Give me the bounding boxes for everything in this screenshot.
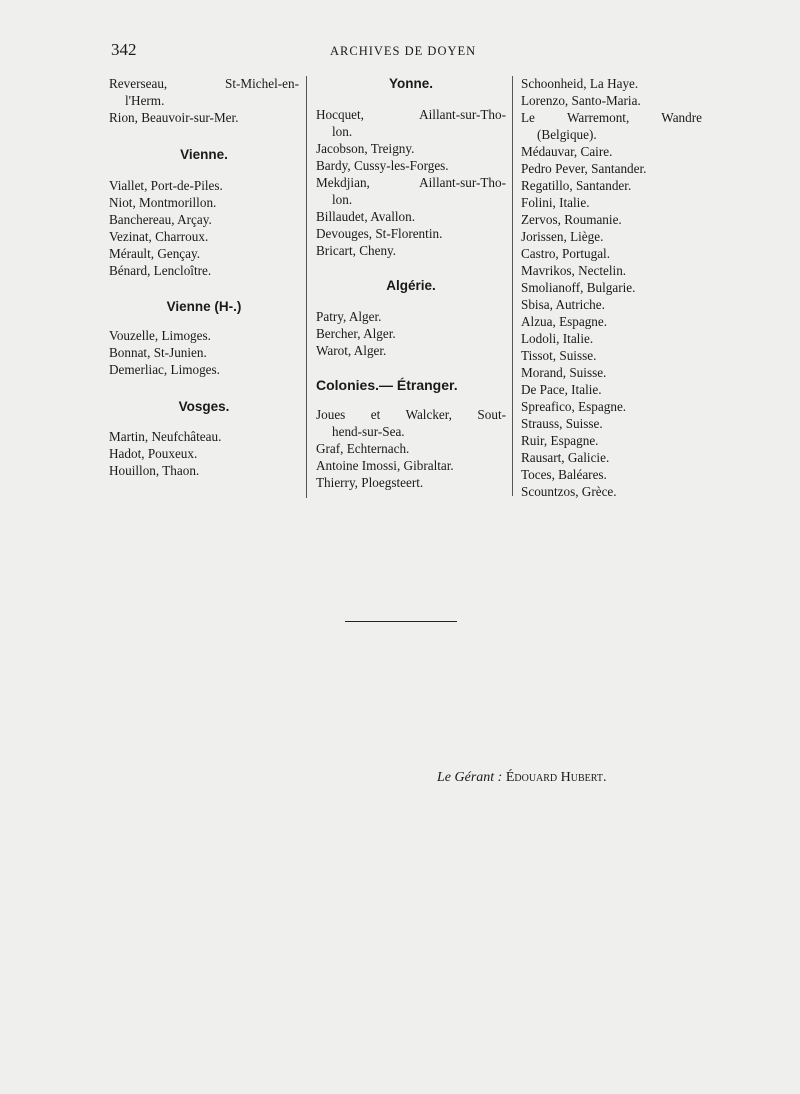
list-item: hend-sur-Sea. — [332, 424, 405, 439]
list-item: Rausart, Galicie. — [521, 450, 610, 465]
list-item: Martin, Neufchâteau. — [109, 429, 222, 444]
list-item: (Belgique). — [537, 127, 597, 142]
list-item: lon. — [332, 124, 353, 139]
signature-line — [437, 770, 606, 786]
column-divider-2 — [512, 76, 513, 496]
list-item: Smolianoff, Bulgarie. — [521, 280, 636, 295]
list-item: Jacobson, Treigny. — [316, 141, 415, 156]
list-item: Spreafico, Espagne. — [521, 399, 627, 414]
list-item: Banchereau, Arçay. — [109, 212, 212, 227]
section-heading-colonies-etranger: Colonies.— Étranger. — [316, 377, 458, 393]
list-item: Graf, Echternach. — [316, 441, 410, 456]
list-item: Tissot, Suisse. — [521, 348, 597, 363]
list-item: Zervos, Roumanie. — [521, 212, 622, 227]
list-item: Niot, Montmorillon. — [109, 195, 217, 210]
list-item: Toces, Baléares. — [521, 467, 607, 482]
list-item: Mekdjian, Aillant-sur-Tho- — [316, 175, 506, 190]
list-item: Bercher, Alger. — [316, 326, 396, 341]
list-item: Vouzelle, Limoges. — [109, 328, 211, 343]
list-item: Hadot, Pouxeux. — [109, 446, 198, 461]
list-item: Strauss, Suisse. — [521, 416, 603, 431]
section-heading-yonne: Yonne. — [388, 76, 433, 91]
list-item: Vezinat, Charroux. — [109, 229, 209, 244]
column-3 — [521, 75, 711, 500]
list-item: Thierry, Ploegsteert. — [316, 475, 424, 490]
list-item: Lodoli, Italie. — [521, 331, 594, 346]
list-item: Regatillo, Santander. — [521, 178, 632, 193]
list-item: Folini, Italie. — [521, 195, 590, 210]
list-item: Antoine Imossi, Gibraltar. — [316, 458, 454, 473]
list-item: De Pace, Italie. — [521, 382, 602, 397]
list-item: Schoonheid, La Haye. — [521, 76, 639, 91]
list-item: Jorissen, Liège. — [521, 229, 604, 244]
list-item: Morand, Suisse. — [521, 365, 607, 380]
list-item: Devouges, St-Florentin. — [316, 226, 443, 241]
page-number: 342 — [111, 40, 137, 59]
list-item: Sbisa, Autriche. — [521, 297, 605, 312]
list-item: Reverseau, St-Michel-en- — [109, 76, 299, 91]
column-divider-1 — [306, 76, 307, 498]
list-item: Médauvar, Caire. — [521, 144, 613, 159]
column-2 — [316, 75, 506, 491]
list-item: Scountzos, Grèce. — [521, 484, 617, 499]
list-item: Lorenzo, Santo-Maria. — [521, 93, 641, 108]
list-item: Joues et Walcker, Sout- — [316, 407, 506, 422]
signature-label: Le Gérant : — [437, 770, 503, 785]
list-item: Mavrikos, Nectelin. — [521, 263, 627, 278]
section-heading-haute-vienne: Vienne (H-.) — [166, 299, 242, 314]
list-item: Bricart, Cheny. — [316, 243, 397, 258]
section-heading-algerie: Algérie. — [386, 278, 436, 293]
list-item: Le Warremont, Wandre — [521, 110, 702, 125]
list-item: Billaudet, Avallon. — [316, 209, 416, 224]
list-item: Castro, Portugal. — [521, 246, 611, 261]
list-item: lon. — [332, 192, 353, 207]
list-item: l'Herm. — [125, 93, 165, 108]
list-item: Pedro Pever, Santander. — [521, 161, 647, 176]
list-item: Houillon, Thaon. — [109, 463, 200, 478]
section-divider — [345, 621, 457, 622]
list-item: Demerliac, Limoges. — [109, 362, 220, 377]
column-1 — [109, 75, 299, 479]
list-item: Alzua, Espagne. — [521, 314, 608, 329]
section-heading-vosges: Vosges. — [178, 399, 230, 414]
list-item: Bénard, Lencloître. — [109, 263, 212, 278]
list-item: Ruir, Espagne. — [521, 433, 599, 448]
list-item: Patry, Alger. — [316, 309, 382, 324]
list-item: Hocquet, Aillant-sur-Tho- — [316, 107, 506, 122]
list-item: Warot, Alger. — [316, 343, 387, 358]
section-heading-vienne: Vienne. — [180, 147, 228, 162]
signature-name: Édouard Hubert. — [505, 770, 607, 785]
list-item: Rion, Beauvoir-sur-Mer. — [109, 110, 239, 125]
list-item: Bardy, Cussy-les-Forges. — [316, 158, 449, 173]
list-item: Viallet, Port-de-Piles. — [109, 178, 223, 193]
list-item: Mérault, Gençay. — [109, 246, 201, 261]
list-item: Bonnat, St-Junien. — [109, 345, 207, 360]
running-title: ARCHIVES DE DOYEN — [330, 44, 477, 58]
